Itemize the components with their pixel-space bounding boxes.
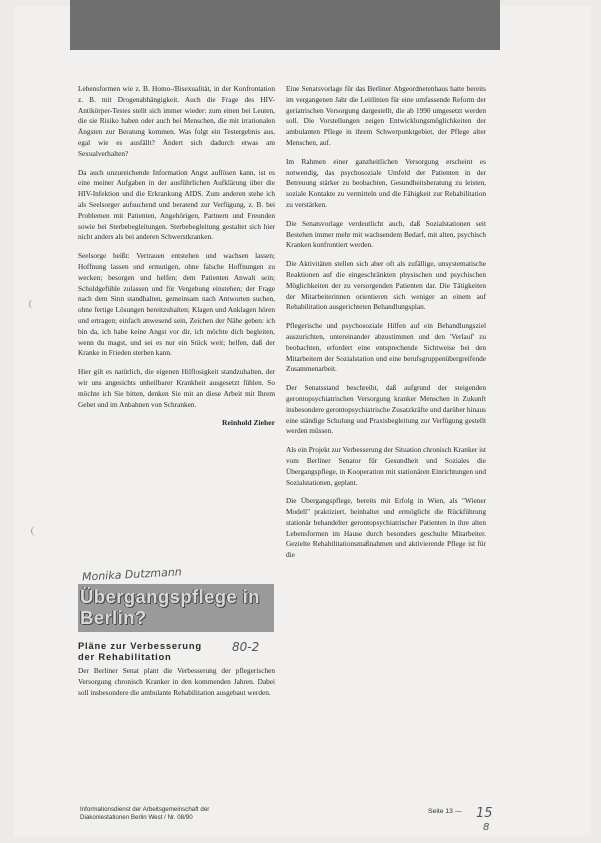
paragraph: Die Aktivitäten stellen sich aber oft als zufällige, unsystematische Reaktionen auf die eingeschränkten physischen und psychischen Möglichkeiten der zu versorgenden Patienten dar. Die Tätigkeiten der Mitarbeiterinnen orientieren sich weniger an einem auf Rehabilitation ausgerichteten Behandlungsplan. — [286, 259, 486, 312]
paragraph: Seelsorge heißt: Vertrauen entstehen und wachsen lassen; Hoffnung lassen und ermutigen, ohne falsche Hoffnungen zu wecken; besorgen und helfen; dem Patienten Anwalt sein; Schuldgefühle zulassen und für Vergebung einstehen; der Frage nach dem Sinn standhalten, gemeinsam nach Antworten suchen, ohne fertige Lösungen bereitzuhalten; Klagen und Anklagen hören und ertragen; einfach anwesend sein, Zeichen der Nähe geben: ich bin da, ich habe keine Angst vor dir, ich möchte dich begleiten, wenn du magst, und sei es nur ein Stück weit; helfen, daß der Kranke in Frieden sterben kann. — [78, 251, 275, 358]
paragraph: Im Rahmen einer ganzheitlichen Versorgung erscheint es notwendig, das psychosoziale Umfeld der Patienten in der Betreuung stärker zu beobachten, Gesundheitsberatung zu leisten, soziale Kontakte zu vermitteln und die Fähigkeit zur Rehabilitation zu verstärken. — [286, 156, 486, 209]
paragraph: Als ein Projekt zur Verbesserung der Situation chronisch Kranker ist vom Berliner Senator für Gesundheit und Soziales die Übergangspflege, in Kooperation mit stationären Einrichtungen und Sozialstationen, geplant. — [286, 445, 486, 487]
banner-title — [80, 586, 260, 628]
handwritten-mark: 80-2 — [232, 640, 260, 654]
section-banner — [78, 584, 274, 632]
handwritten-page-submark: 8 — [483, 822, 490, 833]
footer-line: Informationsdienst der Arbeitsgemeinschaft der — [80, 806, 210, 813]
punch-hole-mark — [31, 526, 38, 536]
header-bar — [70, 0, 500, 50]
left-column — [78, 84, 275, 429]
paragraph: Die Übergangspflege, bereits mit Erfolg in Wien, als "Wiener Modell" praktiziert, beinhaltet und ermöglicht die Rückführung stationär behandelter gerontopsychiatrischer Patienten in ihre alten Lebensformen im Hause durch besonders geschulte Mitarbeiter. Gezielte Rehabilitationsmaßnahmen und aktivierende Pflege ist für die — [286, 496, 486, 560]
paragraph: Hier gilt es natürlich, die eigenen Hilflosigkeit standzuhalten, der wir uns angesichts unheilbarer Krankheit ausgesetzt fühlen. So möchte ich Sie bitten, denken Sie mit an diese Arbeit mit Ihrem Gebet und im Anbahnen von Schranken. — [78, 367, 275, 409]
punch-hole-mark — [29, 299, 36, 309]
author-signature: Reinhold Zieher — [222, 418, 275, 428]
right-column — [286, 84, 486, 569]
paragraph: Eine Senatsvorlage für das Berliner Abgeordnetenhaus hatte bereits im vergangenen Jahr die Leitlinien für eine umfassende Reform der geriatrischen Versorgung dargestellt, die ab 1990 umgesetzt werden soll. Die Vorstellungen zeigen Entwicklungsmöglichkeiten der ambulanten Pflege in ihrem Schwerpunktgebiet, der Pflege alter Menschen, auf. — [286, 84, 486, 147]
paragraph: Der Senatsstand beschreibt, daß aufgrund der steigenden gerontopsychiatrischen Versorgung kranker Menschen in Zukunft insbesondere gerontopsychiatrische Zusatzkräfte und darüber hinaus eine ständige Schulung und Praxisbegleitung zur Verfügung gestellt werden müssen. — [286, 383, 486, 436]
paragraph: Die Senatsvorlage verdeutlicht auch, daß Sozialstationen seit Bestehen immer mehr mit wachsendem Bedarf, mit alten, psychisch Kranken konfrontiert werden. — [286, 218, 486, 250]
banner-line: Übergangspflege in — [80, 586, 260, 607]
paragraph: Der Berliner Senat plant die Verbesserung der pflegerischen Versorgung chronisch Kranker in den kommenden Jahren. Dabei soll insbesondere die ambulante Rehabilitation ausgebaut werden. — [78, 666, 275, 697]
paragraph: Pflegerische und psychosoziale Hilfen auf ein Behandlungsziel auszurichten, untereinander abzustimmen und den 'Verlauf' zu beobachten, erfordert eine entsprechende Sichtweise bei den Mitarbeitern der Sozialstation und eine berufsgruppenübergreifende Zusammenarbeit. — [286, 321, 486, 374]
handwritten-names: Monika Dutzmann — [81, 565, 183, 584]
subheading-line: der Rehabilitation — [78, 651, 172, 662]
subheading-line: Pläne zur Verbesserung — [78, 640, 202, 651]
left-lower-column — [78, 666, 275, 706]
page-number: Seite 13 — — [428, 808, 462, 815]
paragraph: Lebensformen wie z. B. Homo-/Bisexualität, in der Konfrontation z. B. mit Drogenabhängigkeit. Auch die Frage des HIV-Antikörper-Testes stellt sich immer wieder: zum einen bei Leuten, die sie Risiko haben oder auch bei Menschen, die mit irrationalen Ängsten zur Beratung kommen. Was folgt ein Testergebnis aus, egal wie es ausfällt? Ändert sich dadurch etwas am Sexualverhalten? — [78, 84, 275, 158]
banner-line: Berlin? — [80, 607, 147, 628]
paragraph: Da auch unzureichende Information Angst auflösen kann, ist es eine meiner Aufgaben in der ausführlichen Aufklärung über die HIV-Infektion und die Erkrankung AIDS. Zum anderen stehe ich als Seelsorger aufsuchend und beratend zur Verfügung, z. B. bei Problemen mit Patienten, Angehörigen, Partnern und Freunden sowie bei Sterbebegleitungen. Sterbebegleitung gestaltet sich hier nicht anders als bei anderen Schwerstkranken. — [78, 167, 275, 242]
footer-line: Diakoniestationen Berlin West / Nr. 08/90 — [80, 813, 193, 821]
handwritten-page-mark: 15 — [476, 806, 493, 821]
page-footer — [80, 806, 209, 821]
